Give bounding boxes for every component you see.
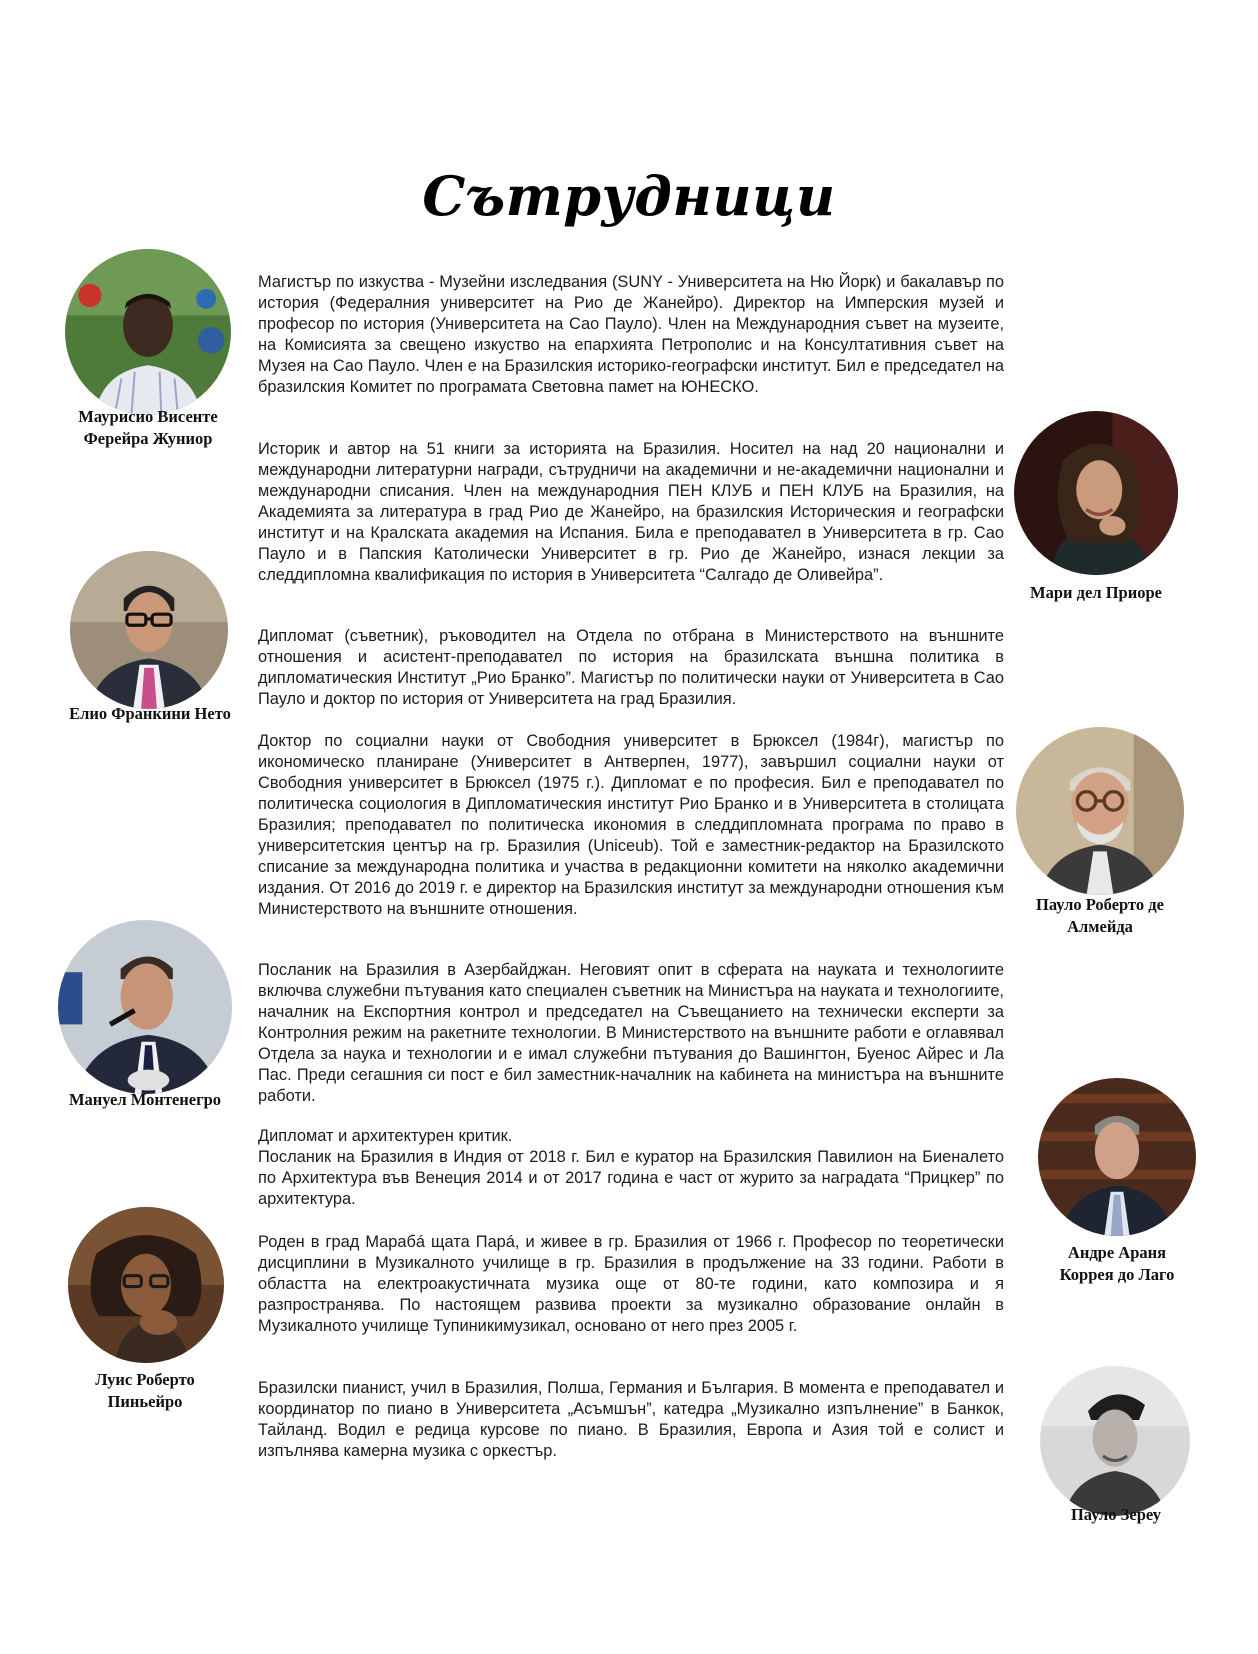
bio-paragraph: Дипломат (съветник), ръководител на Отдела по отбрана в Министерството на външните отношения и асистент-преподавател по история на бразилската външна политика в дипломатическия Институт „Рио Бранко”. Магистър по политически науки от Университета в Сао Пауло и доктор по история от Университета на град Бразилия. — [258, 627, 1004, 708]
contributor-name: Маурисио Висенте Ферейра Жуниор — [78, 407, 218, 448]
page-title: Сътрудници — [422, 164, 836, 229]
portrait-photo — [1040, 1366, 1190, 1516]
bio-paragraph: Роден в град Марабá щата Парá, и живее в гр. Бразилия от 1966 г. Професор по теоретически дисциплини в Музикалното училище в гр. Бразилия в продължение на 33 години. Работи в областта на електроакустичната музика още от 80-те години, като композира и я разпространява. По настоящем развива проекти за музикално образование онлайн в Музикалното училище Тупиникимузикал, основано от него през 2005 г. — [258, 1233, 1004, 1335]
bio-paragraph: Доктор по социални науки от Свободния университет в Брюксел (1984г), магистър по икономическо планиране (Университет в Антверпен, 1977), завършил социални науки от Свободния университет в Брюксел (1975 г.). Дипломат е по професия. Бил е преподавател по политическа социология в Дипломатическия институт Рио Бранко и в Университета в столицата Бразилия; преподавател по политическа икономия в следдипломната програма по право в университетския център на гр. Бразилия (Uniceub). Той е заместник-редактор на Бразилското списание за международна политика и участва в редакционни комитети на няколко академични издания. От 2016 до 2019 г. е директор на Бразилския институт за международни отношения към Министерството на външните отношения. — [258, 732, 1004, 918]
bio-text: Посланик на Бразилия в Индия от 2018 г. Бил е куратор на Бразилския Павилион на Биеналето по Архитектура във Венеция 2014 и от 2017 година е част от журито за наградата “Прицкер” по архитектура. — [258, 1148, 1004, 1208]
bio-paragraph: Посланик на Бразилия в Азербайджан. Неговият опит в сферата на науката и технологиите включва служебни пътувания като специален съветник на Министъра на науката и технологиите, началник на Експортния контрол и председател на Съвещанието на технически експерти за Контролния режим на ракетните технологии. В Министерството на външните работи е оглавявал Отдела за наука и технологии и е имал служебни пътувания до Вашингтон, Буенос Айрес и Ла Пас. Преди сегашния си пост е бил заместник-началник на кабинета на министъра на външните работи. — [258, 961, 1004, 1105]
portrait-photo — [65, 249, 231, 415]
contributor-name: Елио Франкини Нето — [69, 704, 231, 723]
bio-paragraph: Магистър по изкуства - Музейни изследвания (SUNY - Университета на Ню Йорк) и бакалавър по история (Федералния университет на Рио де Жанейро). Директор на Имперския музей и професор по история (Университета на Сао Пауло). Член на Международния съвет на музеите, на Комисията за свещено изкуство на епархията Петрополис и на Консултативния съвет на Музея на Сао Пауло. Член е на Бразилския историко-географски институт. Бил е председател на бразилския Комитет по програмата Световна памет на ЮНЕСКО. — [258, 273, 1004, 396]
bio-intro-line: Дипломат и архитектурен критик. — [258, 1127, 513, 1145]
portrait-photo — [1016, 727, 1184, 895]
contributor-name: Луис Роберто Пиньейро — [95, 1370, 195, 1411]
portrait-photo — [70, 551, 228, 709]
portrait-photo — [58, 920, 232, 1094]
bio-paragraph: Бразилски пианист, учил в Бразилия, Полша, Германия и България. В момента е преподавател и координатор по пиано в Университета „Асъмшън”, катедра „Музикално изпълнение” в Банкок, Тайланд. Водил е редица курсове по пиано. В Бразилия, Европа и Азия той е солист и изпълнява камерна музика с оркестър. — [258, 1379, 1004, 1460]
contributor-name: Пауло Роберто де Алмейда — [1036, 895, 1164, 936]
portrait-photo — [68, 1207, 224, 1363]
contributor-name: Андре Араня Коррея до Лаго — [1059, 1243, 1175, 1284]
contributor-name: Мануел Монтенегро — [68, 1090, 222, 1109]
portrait-photo — [1014, 411, 1178, 575]
bio-paragraph: Историк и автор на 51 книги за историята на Бразилия. Носител на над 20 национални и международни литературни награди, сътрудничи на академични и не-академични национални и международни списания. Член на международния ПЕН КЛУБ и ПЕН КЛУБ на Бразилия, на Академията за литература в град Рио де Жанейро, на бразилския Историческия и географски институт и на Кралската академия на Испания. Била е преподавател в Университета в гр. Сао Пауло и в Папския Католически Университет в гр. Рио де Жанейро, изнася лекции за следдипломна квалификация по история в Университета “Салгадо де Оливейра”. — [258, 440, 1004, 584]
contributor-name: Пауло Зереу — [1070, 1505, 1162, 1524]
portrait-photo — [1038, 1078, 1196, 1236]
contributor-name: Мари дел Приоре — [1030, 583, 1162, 602]
bio-paragraph — [258, 1126, 1004, 1210]
